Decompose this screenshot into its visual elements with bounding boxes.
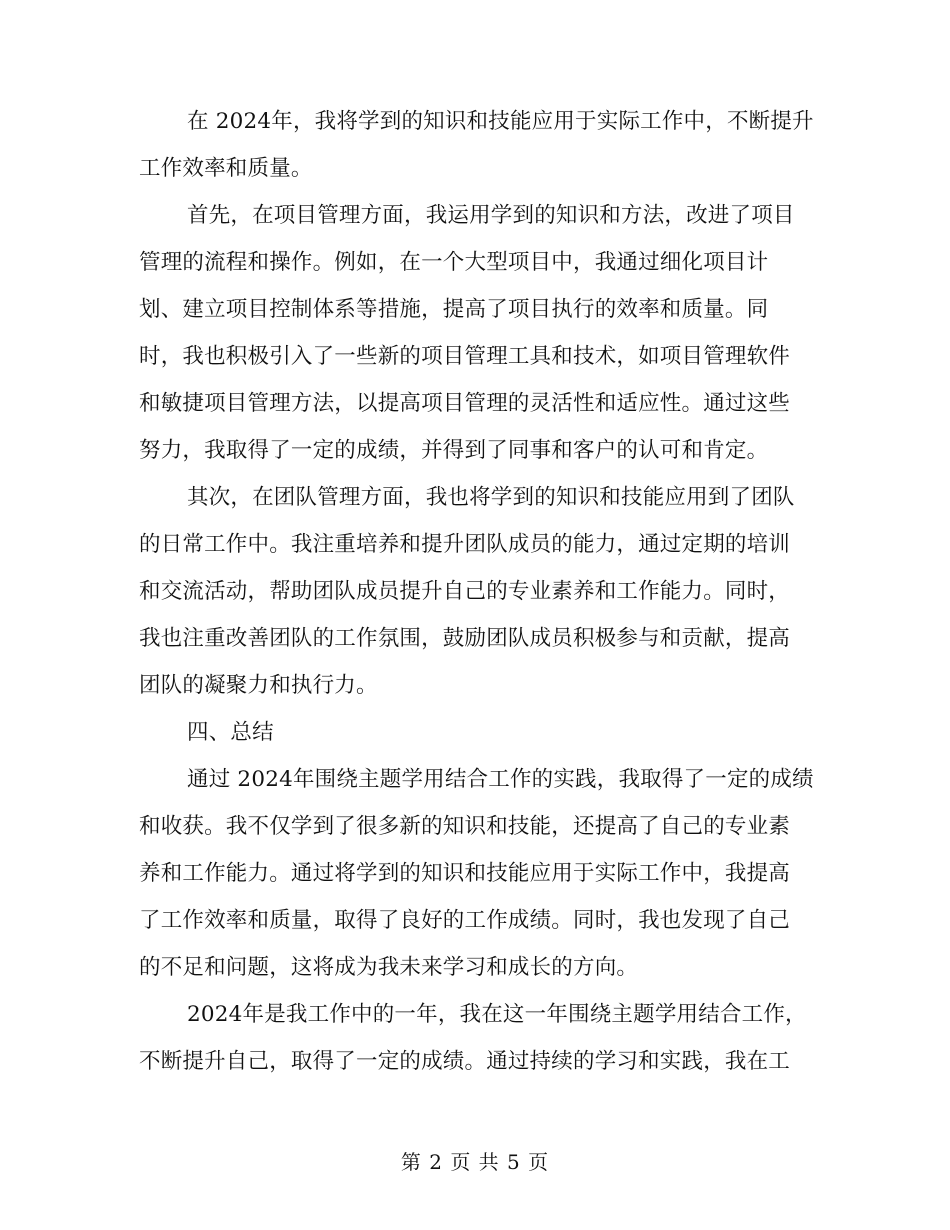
text-line: 不断提升自己，取得了一定的成绩。通过持续的学习和实践，我在工 (139, 1049, 791, 1074)
text-line: 在 2024年，我将学到的知识和技能应用于实际工作中，不断提升 (187, 109, 814, 134)
paragraph-year-review (139, 991, 815, 1085)
page-number-footer: 第 2 页 共 5 页 (400, 1150, 550, 1174)
text-line: 首先，在项目管理方面，我运用学到的知识和方法，改进了项目 (187, 203, 795, 228)
text-line: 时，我也积极引入了一些新的项目管理工具和技术，如项目管理软件 (139, 344, 791, 369)
text-line: 2024年是我工作中的一年，我在这一年围绕主题学用结合工作， (187, 1002, 807, 1027)
text-line: 管理的流程和操作。例如，在一个大型项目中，我通过细化项目计 (139, 250, 769, 275)
text-line: 养和工作能力。通过将学到的知识和技能应用于实际工作中，我提高 (139, 861, 791, 886)
text-line: 和交流活动，帮助团队成员提升自己的专业素养和工作能力。同时， (139, 579, 791, 604)
text-line: 和敏捷项目管理方法，以提高项目管理的灵活性和适应性。通过这些 (139, 391, 791, 416)
section-heading-summary (139, 709, 815, 756)
text-line: 工作效率和质量。 (139, 156, 313, 181)
text-line: 划、建立项目控制体系等措施，提高了项目执行的效率和质量。同 (139, 297, 769, 322)
text-line: 和收获。我不仅学到了很多新的知识和技能，还提高了自己的专业素 (139, 814, 791, 839)
paragraph-application-intro (139, 98, 815, 192)
paragraph-project-management (139, 192, 815, 474)
text-line: 通过 2024年围绕主题学用结合工作的实践，我取得了一定的成绩 (187, 767, 814, 792)
text-line: 的日常工作中。我注重培养和提升团队成员的能力，通过定期的培训 (139, 532, 791, 557)
text-line: 了工作效率和质量，取得了良好的工作成绩。同时，我也发现了自己 (139, 908, 791, 933)
section-heading: 四、总结 (187, 720, 274, 745)
document-body (139, 98, 815, 1085)
text-line: 努力，我取得了一定的成绩，并得到了同事和客户的认可和肯定。 (139, 438, 769, 463)
text-line: 团队的凝聚力和执行力。 (139, 673, 378, 698)
paragraph-team-management (139, 474, 815, 709)
text-line: 其次，在团队管理方面，我也将学到的知识和技能应用到了团队 (187, 485, 795, 510)
text-line: 的不足和问题，这将成为我未来学习和成长的方向。 (139, 955, 639, 980)
text-line: 我也注重改善团队的工作氛围，鼓励团队成员积极参与和贡献，提高 (139, 626, 791, 651)
paragraph-summary (139, 756, 815, 991)
